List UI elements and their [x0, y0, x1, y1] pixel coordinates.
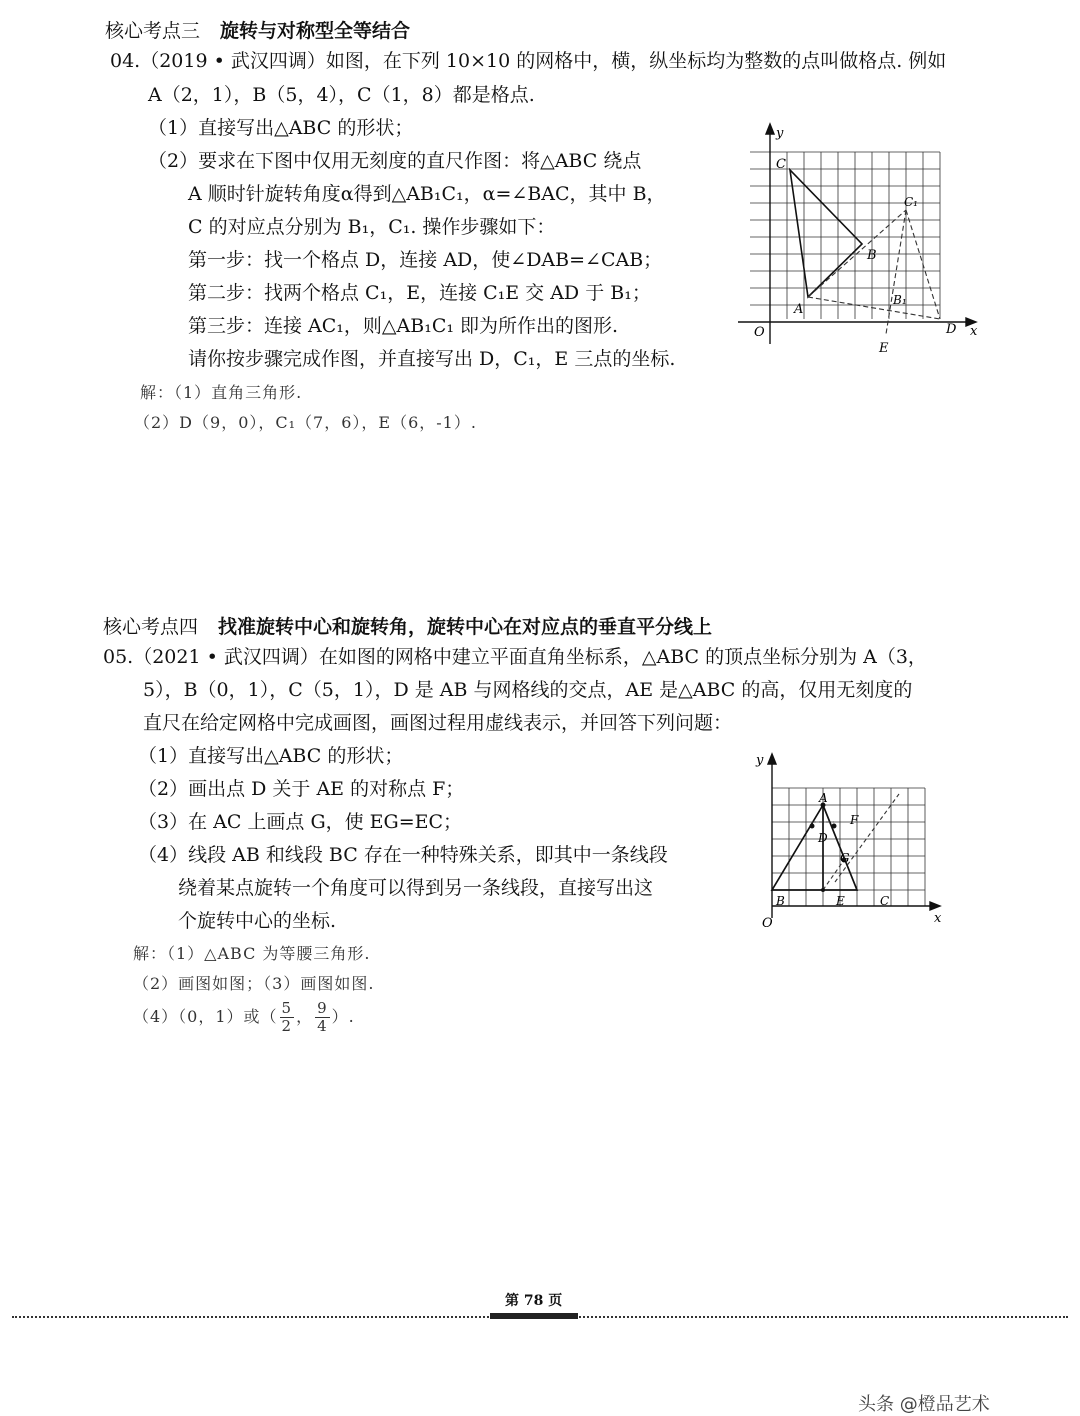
fig1-label-b: B — [867, 248, 877, 263]
q04-part2c: C 的对应点分别为 B₁，C₁. 操作步骤如下： — [188, 216, 556, 238]
section3-title: 旋转与对称型全等结合 — [220, 20, 411, 42]
q05-part2: （2）画出点 D 关于 AE 的对称点 F； — [138, 778, 465, 800]
q05-answer1: 解：（1）△ABC 为等腰三角形. — [133, 944, 371, 963]
q04-part1: （1）直接写出△ABC 的形状； — [148, 117, 414, 139]
fig1-label-x: x — [970, 324, 978, 339]
fig2-label-x: x — [934, 911, 942, 926]
q04-answer2: （2）D（9，0），C₁（7，6），E（6，-1）. — [134, 413, 477, 432]
section4-title: 找准旋转中心和旋转角，旋转中心在对应点的垂直平分线上 — [218, 616, 713, 638]
fig2-label-a: A — [819, 791, 828, 805]
q04-part2a: （2）要求在下图中仅用无刻度的直尺作图：将△ABC 绕点 — [148, 150, 642, 172]
section4-heading — [103, 612, 712, 639]
fraction-9-4 — [315, 1000, 330, 1035]
fraction-5-2 — [280, 1000, 295, 1035]
fig1-label-a: A — [794, 302, 804, 317]
q04-step3: 第三步：连接 AC₁，则△AB₁C₁ 即为所作出的图形. — [188, 315, 619, 337]
fraction-5-2-num: 5 — [281, 999, 293, 1017]
q04-step1: 第一步：找一个格点 D，连接 AD，使∠DAB=∠CAB； — [188, 249, 663, 271]
q04-answer1: 解：（1）直角三角形. — [140, 383, 303, 402]
q04-line2: A（2，1），B（5，4），C（1，8）都是格点. — [148, 84, 535, 106]
footer-center-bar — [490, 1313, 578, 1319]
fraction-9-4-den: 4 — [317, 1017, 328, 1035]
figure-q05 — [752, 748, 962, 938]
q05-part1: （1）直接写出△ABC 的形状； — [138, 745, 404, 767]
q05-part4c: 个旋转中心的坐标. — [178, 910, 337, 932]
fig1-label-e: E — [879, 341, 889, 356]
axes-q05 — [768, 754, 940, 918]
q04-step2: 第二步：找两个格点 C₁，E，连接 C₁E 交 AD 于 B₁； — [188, 282, 651, 304]
watermark: 头条 @橙品艺术 — [858, 1394, 990, 1415]
grid-q05 — [772, 788, 925, 906]
fraction-5-2-den: 2 — [281, 1017, 293, 1035]
grid-q04 — [750, 152, 940, 319]
fig1-label-c1: C₁ — [904, 195, 918, 209]
q05-line3: 直尺在给定网格中完成画图，画图过程用虚线表示，并回答下列问题： — [143, 712, 733, 734]
fraction-9-4-num: 9 — [317, 999, 328, 1017]
q05-answer4-suffix: ）. — [331, 1007, 355, 1026]
fig2-label-o: O — [762, 916, 773, 931]
fig2-label-y: y — [756, 753, 764, 768]
figure-q04 — [730, 122, 990, 362]
q04-part2b: A 顺时针旋转角度α得到△AB₁C₁，α=∠BAC，其中 B， — [188, 183, 666, 205]
fig2-label-f: F — [850, 813, 859, 827]
section3-heading — [105, 16, 410, 43]
fig2-label-c: C — [880, 894, 890, 908]
fig1-label-o: O — [754, 325, 765, 340]
q05-line2: 5），B（0，1），C（5，1），D 是 AB 与网格线的交点，AE 是△ABC 的高，仅用无刻度的 — [143, 679, 913, 701]
q05-part4a: （4）线段 AB 和线段 BC 存在一种特殊关系，即其中一条线段 — [138, 844, 668, 866]
q05-head: 05.（2021 • 武汉四调）在如图的网格中建立平面直角坐标系，△ABC 的顶点坐标分别为 A（3， — [103, 646, 927, 668]
fig2-label-b: B — [776, 894, 785, 908]
q05-part4b: 绕着某点旋转一个角度可以得到另一条线段，直接写出这 — [178, 877, 654, 899]
fig2-label-e: E — [836, 894, 845, 908]
fig1-label-c: C — [776, 157, 786, 172]
page-number: 第 78 页 — [505, 1293, 563, 1309]
triangle-abc-q04 — [790, 170, 862, 297]
fig1-label-d: D — [946, 322, 957, 337]
construction-dashed-q04 — [808, 210, 940, 334]
q04-final: 请你按步骤完成作图，并直接写出 D，C₁，E 三点的坐标. — [188, 348, 676, 370]
q04-head: 04.（2019 • 武汉四调）如图，在下列 10×10 的网格中，横，纵坐标均为整数的点叫做格点. 例如 — [110, 50, 947, 72]
fig2-label-d: D — [818, 831, 828, 845]
q05-answer4-prefix: （4）（0，1）或（ — [133, 1007, 278, 1026]
q05-answer4 — [133, 1000, 355, 1035]
q05-part3: （3）在 AC 上画点 G，使 EG=EC； — [138, 811, 463, 833]
fig1-label-b1: B₁ — [893, 293, 907, 307]
fig1-label-y: y — [776, 126, 784, 141]
q05-answer2: （2）画图如图；（3）画图如图. — [133, 974, 375, 993]
fig2-label-g: G — [840, 851, 850, 865]
triangle-abc-q05 — [772, 805, 857, 890]
section3-tag: 核心考点三 — [105, 20, 201, 42]
section4-tag: 核心考点四 — [103, 616, 199, 638]
q05-answer4-sep: ， — [296, 1007, 314, 1026]
